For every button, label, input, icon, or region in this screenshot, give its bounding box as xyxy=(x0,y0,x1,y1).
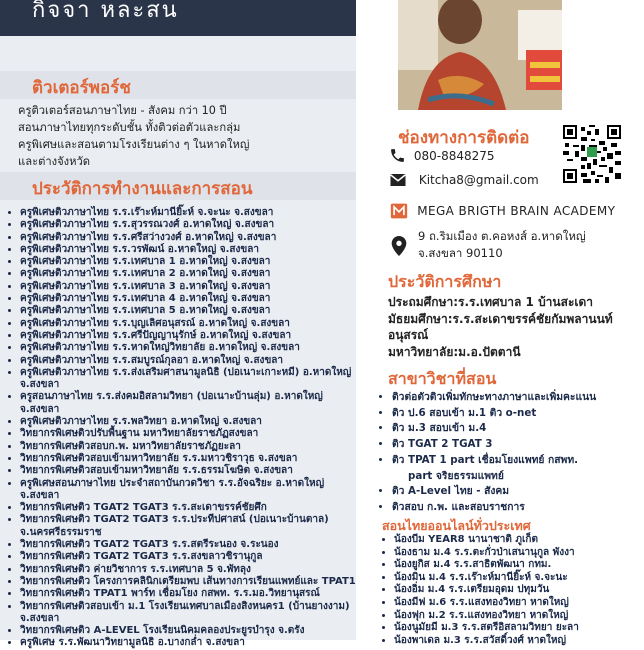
academy-name: MEGA BRIGTH BRAIN ACADEMY xyxy=(417,204,616,218)
work-section-header xyxy=(0,172,356,200)
list-item: • ครูพิเศษติวภาษาไทย ร.ร.เทศบาล 5 อ.หาดใหญ่ จ.สงขลา xyxy=(20,305,360,317)
list-item: • ครูพิเศษติวภาษาไทย ร.ร.ศรีสว่างวงศ์ อ.หาดใหญ่ จ.สงขลา xyxy=(20,232,360,244)
education-list xyxy=(388,294,628,360)
list-item: • น้องบีม YEAR8 นานาชาติ ภูเก็ต xyxy=(394,534,644,547)
list-item: • ติว ม.3 สอบเข้า ม.4 xyxy=(392,421,642,437)
work-title: ประวัติการทำงานและการสอน xyxy=(32,179,253,199)
education-line: อนุสรณ์ xyxy=(388,328,429,342)
education-line: ประถมศึกษา:ร.ร.เทศบาล 1 บ้านสะเดา xyxy=(388,295,594,309)
academy-logo-icon xyxy=(389,202,409,220)
list-item: • ครูพิเศษติวภาษาไทย ร.ร.บุญเลิศอนุสรณ์ อ.หาดใหญ่ จ.สงขลา xyxy=(20,318,360,330)
list-item: • ครูพิเศษ ร.ร.พัฒนาวิทยามูลนิธิ อ.บางกล่ำ จ.สงขลา xyxy=(20,637,360,649)
list-item: • ติว ป.6 สอบเข้า ม.1 ติว o-net xyxy=(392,406,642,422)
list-item: • ครูพิเศษติวภาษาไทย ร.ร.เทศบาล 1 อ.หาดใหญ่ จ.สงขลา xyxy=(20,256,360,268)
list-item: part จริยธรรมแพทย์ xyxy=(408,469,504,482)
tutor-section-header xyxy=(0,71,356,99)
name-banner xyxy=(0,0,356,36)
list-item: • ครูพิเศษติวภาษาไทย ร.ร.ส่งเสริมศาสนามูลนิธิ (ปอเนาะเกาะหมี) อ.หาดใหญ่ จ.สงขลา xyxy=(20,367,360,392)
online-title: สอนไทยออนไลน์ทั่วประเทศ xyxy=(382,518,531,533)
tutor-line: และต่างจังหวัด xyxy=(18,155,91,168)
list-item: • ครูพิเศษติวภาษาไทย ร.ร.วรพัฒน์ อ.หาดใหญ่ จ.สงขลา xyxy=(20,244,360,256)
list-item: • ติว A-Level ไทย - สังคม xyxy=(392,484,642,500)
mail-icon xyxy=(389,172,407,188)
education-line: มหาวิทยาลัย:ม.อ.ปัตตานี xyxy=(388,344,521,359)
list-item: • ครูพิเศษติวภาษาไทย ร.ร.เทศบาล 3 อ.หาดใหญ่ จ.สงขลา xyxy=(20,281,360,293)
list-item: • ครูพิเศษติวภาษาไทย ร.ร.เทศบาล 2 อ.หาดใหญ่ จ.สงขลา xyxy=(20,268,360,280)
list-item: • วิทยากรพิเศษติว ค่ายวิชาการ ร.ร.เทศบาล 5 จ.พัทลุง xyxy=(20,564,360,576)
list-item: • วิทยากรพิเศษติว TGAT2 TGAT3 ร.ร.ประทีปศาสน์ (ปอเนาะบ้านตาล) จ.นครศรีธรรมราช xyxy=(20,514,360,539)
list-item: • ครูพิเศษติวภาษาไทย ร.ร.เทศบาล 4 อ.หาดใหญ่ จ.สงขลา xyxy=(20,293,360,305)
list-item: • ครูสอนภาษาไทย ร.ร.ส่งคมอิสลามวิทยา (ปอเนาะบ้านลุ่ม) อ.หาดใหญ่ จ.สงขลา xyxy=(20,391,360,416)
list-item: • วิทยากรพิเศษติวสอบเข้ามหาวิทยาลัย ร.ร.มหาวชิราวุธ จ.สงขลา xyxy=(20,453,360,465)
list-item: • น้องมีฟ ม.6 ร.ร.แสงทองวิทยา หาดใหญ่ xyxy=(394,597,644,610)
list-item: • ครูพิเศษติวภาษาไทย ร.ร.หาดใหญ่วิทยาลัย อ.หาดใหญ่ จ.สงขลา xyxy=(20,342,360,354)
list-item: • วิทยากรพิเศษติว TPAT1 พาร์ท เชื่อมโยง กสพท. ร.ร.มอ.วิทยานุสรณ์ xyxy=(20,588,360,600)
list-item: • ติว TGAT 2 TGAT 3 xyxy=(392,437,642,453)
subjects-list xyxy=(378,390,642,516)
profile-photo xyxy=(398,0,562,110)
tutor-title: ติวเตอร์พอร์ช xyxy=(32,78,131,98)
contact-title: ช่องทางการติดต่อ xyxy=(398,128,530,148)
list-item: • น้องมิน ม.4 ร.ร.เร๊าะห์มานียิ๊ะห์ จ.จะนะ xyxy=(394,572,644,585)
list-item: • วิทยากรพิเศษติว TGAT2 TGAT3 ร.ร.สงขลาวชิรานุกูล xyxy=(20,551,360,563)
qr-code-image xyxy=(563,125,621,183)
list-item: • น้องยูกิส ม.4 ร.ร.สาธิตพัฒนา กทม. xyxy=(394,559,644,572)
address-line-2: จ.สงขลา 90110 xyxy=(418,246,503,260)
contact-email xyxy=(389,172,539,188)
tutor-line: สอนภาษาไทยทุกระดับชั้น ทั้งติวต่อตัวและกลุ่ม xyxy=(18,121,241,134)
list-item: • ติวต่อตัวติวเพิ่มทักษะทางภาษาและเพิ่มคะแนน xyxy=(392,390,642,406)
list-item: • น้องนูมัยมี ม.3 ร.ร.สตรีอิสลามวิทยา ยะลา xyxy=(394,622,644,635)
tutor-description xyxy=(18,102,348,170)
list-item: • วิทยากรพิเศษติวปรับพื้นฐาน มหาวิทยาลัยราชภัฏสงขลา xyxy=(20,428,360,440)
tutor-line: ครูพิเศษและสอนตามโรงเรียนต่าง ๆ ในหาดใหญ่ xyxy=(18,138,250,151)
contact-address xyxy=(389,228,586,262)
list-item: • น้องธาม ม.4 ร.ร.ตะกั่วป่าเสนานุกูล พังงา xyxy=(394,547,644,560)
work-history-list xyxy=(8,207,360,650)
online-students-list xyxy=(380,534,644,647)
list-item: • ครูพิเศษติวภาษาไทย ร.ร.พลวิทยา อ.หาดใหญ่ จ.สงขลา xyxy=(20,416,360,428)
list-item: • ติวสอบ ก.พ. และสอบราชการ xyxy=(392,500,642,516)
location-pin-icon xyxy=(391,236,407,256)
education-title: ประวัติการศึกษา xyxy=(388,272,502,291)
list-item: • วิทยากรพิเศษติว โครงการคลินิกเตรียมพบ เส้นทางการเรียนแพทย์และ TPAT1 xyxy=(20,576,360,588)
phone-number[interactable]: 080-8848275 xyxy=(413,148,495,163)
list-item: • น้องพาเดล ม.3 ร.ร.สวัสดิ์วงศ์ หาดใหญ่ xyxy=(394,635,644,648)
list-item: • วิทยากรพิเศษติวสอบก.พ. มหาวิทยาลัยราชภัฏยะลา xyxy=(20,441,360,453)
tutor-line: ครูติวเตอร์สอนภาษาไทย - สังคม กว่า 10 ปี xyxy=(18,104,227,117)
profile-photo-illustration xyxy=(398,0,562,110)
list-item: • น้องอิ่ม ม.4 ร.ร.เตรียมอุดม ปทุมวัน xyxy=(394,584,644,597)
education-line: มัธยมศึกษา:ร.ร.สะเดาขรรค์ชัยกัมพลานนท์ xyxy=(388,311,613,326)
list-item: • วิทยากรพิเศษติว TGAT2 TGAT3 ร.ร.สะเดาขรรค์ชัยศึก xyxy=(20,502,360,514)
subjects-title: สาขาวิชาที่สอน xyxy=(388,369,497,388)
list-item: • น้องฟุก ม.2 ร.ร.แสงทองวิทยา หาดใหญ่ xyxy=(394,610,644,623)
name-fragment: กิจจา หละสน xyxy=(32,0,179,23)
address-line-1: 9 ถ.ริมเมือง ต.คอหงส์ อ.หาดใหญ่ xyxy=(418,229,586,243)
phone-icon xyxy=(389,147,406,164)
list-item: • วิทยากรพิเศษติว A-LEVEL โรงเรียนนิคมคลองประยูรบำรุง จ.ตรัง xyxy=(20,625,360,637)
qr-code[interactable] xyxy=(563,125,621,183)
email-address[interactable]: Kitcha8@gmail.com xyxy=(418,173,539,187)
list-item: • วิทยากรพิเศษติวสอบเข้ามหาวิทยาลัย ร.ร.ธรรมโฆษิต จ.สงขลา xyxy=(20,465,360,477)
list-item: • ติว TPAT 1 part เชื่อมโยงแพทย์ กสพท. xyxy=(392,453,642,469)
list-item: • วิทยากรพิเศษติว TGAT2 TGAT3 ร.ร.สตรีระนอง จ.ระนอง xyxy=(20,539,360,551)
list-item: • ครูพิเศษติวภาษาไทย ร.ร.สมบูรณ์กุลอา อ.หาดใหญ่ จ.สงขลา xyxy=(20,355,360,367)
list-item: • ครูพิเศษติวภาษาไทย ร.ร.เร๊าะห์มานียิ๊ะห์ จ.จะนะ จ.สงขลา xyxy=(20,207,360,219)
contact-academy xyxy=(389,202,615,220)
list-item: • ครูพิเศษสอนภาษาไทย ประจำสถาบันกวดวิชา ร.ร.อัจฉริยะ อ.หาดใหญ่ จ.สงขลา xyxy=(20,478,360,503)
list-item: • ครูพิเศษติวภาษาไทย ร.ร.ศรีปัญญานุรักษ์ อ.หาดใหญ่ จ.สงขลา xyxy=(20,330,360,342)
contact-phone xyxy=(389,147,495,164)
list-item: • ครูพิเศษติวภาษาไทย ร.ร.สุวรรณวงศ์ อ.หาดใหญ่ จ.สงขลา xyxy=(20,219,360,231)
list-item: • วิทยากรพิเศษติวสอบเข้า ม.1 โรงเรียนเทศบาลเมืองสิงหนคร1 (บ้านยางงาม) จ.สงขลา xyxy=(20,601,360,626)
